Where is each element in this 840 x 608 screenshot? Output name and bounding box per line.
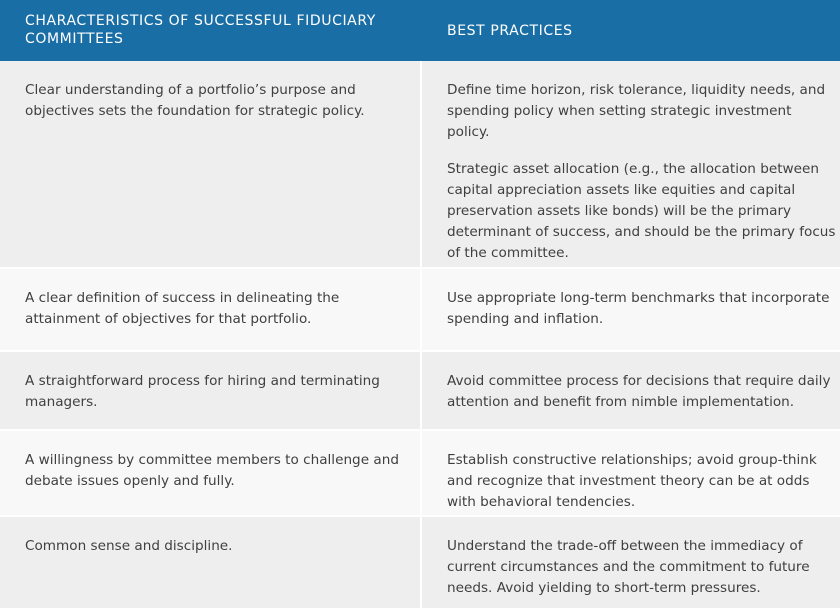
characteristic-text: A straightforward process for hiring and terminating managers.	[25, 373, 380, 410]
characteristic-text: Common sense and discipline.	[25, 538, 233, 554]
table-row-1-practice	[420, 61, 840, 267]
practice-text: Define time horizon, risk tolerance, liquidity needs, and spending policy when setting strategic investment policy.	[447, 82, 826, 140]
table-row-3-practice	[420, 350, 840, 429]
table-row-4-practice	[420, 429, 840, 515]
table-row-5-characteristic	[0, 515, 420, 608]
table-row-5-practice	[420, 515, 840, 608]
table-row-2-practice	[420, 267, 840, 350]
practice-text: Use appropriate long-term benchmarks that incorporate spending and inflation.	[447, 290, 830, 327]
header-characteristics: CHARACTERISTICS OF SUCCESSFUL FIDUCIARY COMMITTEES	[0, 0, 420, 61]
table-row-1-characteristic	[0, 61, 420, 267]
table-row-3-characteristic	[0, 350, 420, 429]
practice-text: Strategic asset allocation (e.g., the allocation between capital appreciation assets like equities and capital preservation assets like bonds) will be the primary determinant of success, and should be the primary focus of the committee.	[447, 161, 836, 261]
characteristic-text: A clear definition of success in delineating the attainment of objectives for that portfolio.	[25, 290, 340, 327]
header-best-practices: BEST PRACTICES	[420, 0, 840, 61]
table-row-2-characteristic	[0, 267, 420, 350]
characteristic-text: Clear understanding of a portfolio’s purpose and objectives sets the foundation for strategic policy.	[25, 82, 365, 119]
characteristic-text: A willingness by committee members to challenge and debate issues openly and fully.	[25, 452, 399, 489]
practice-text: Understand the trade-off between the immediacy of current circumstances and the commitment to future needs. Avoid yielding to short-term pressures.	[447, 538, 810, 596]
practice-text: Establish constructive relationships; avoid group-think and recognize that investment theory can be at odds with behavioral tendencies.	[447, 452, 817, 510]
practice-text: Avoid committee process for decisions that require daily attention and benefit from nimble implementation.	[447, 373, 831, 410]
table-row-4-characteristic	[0, 429, 420, 515]
